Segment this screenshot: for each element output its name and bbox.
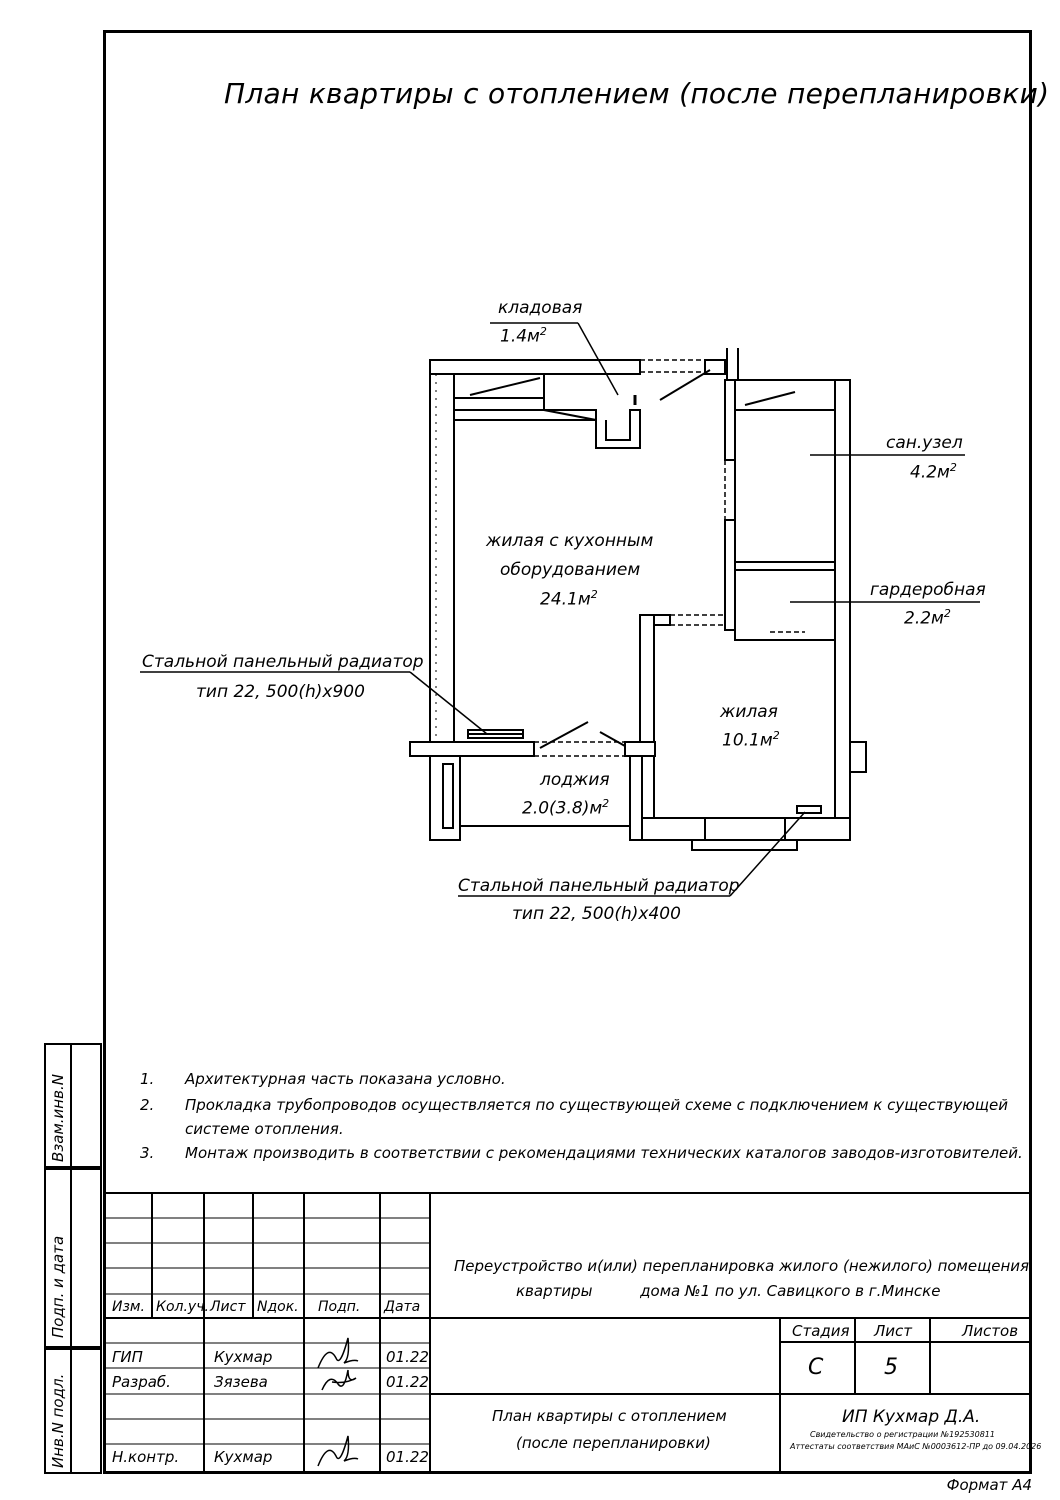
company-cert1: Свидетельство о регистрации №192530811 <box>810 1430 995 1439</box>
hdr-izm: Изм. <box>112 1299 145 1315</box>
bedroom-area: $10.1м^2$ <box>722 729 780 751</box>
living-kitchen-name2: оборудованием <box>500 560 641 580</box>
row-dev-role: Разраб. <box>112 1373 171 1391</box>
stage-header: Стадия <box>792 1322 850 1340</box>
note-3-text: Монтаж производить в соответствии с рекомендациями технических каталогов заводов-изготовителей. <box>185 1144 1023 1162</box>
bathroom-name: сан.узел <box>886 433 963 453</box>
bedroom-name: жилая <box>720 702 778 722</box>
side-label-exchange: Взам.инв.N <box>49 1074 67 1162</box>
row-ctrl-name: Кухмар <box>214 1448 273 1466</box>
note-2-text: Прокладка трубопроводов осуществляется по существующей схеме с подключением к существующей <box>185 1096 1009 1114</box>
row-dev-name: Зязева <box>214 1373 268 1391</box>
wardrobe-area: $2.2м^2$ <box>904 607 951 629</box>
signatures <box>318 1338 358 1466</box>
storage-area: $1.4м^2$ <box>500 325 547 347</box>
living-kitchen-name1: жилая с кухонным <box>486 531 654 551</box>
wardrobe-name: гардеробная <box>870 580 986 600</box>
drawing-name-line1: План квартиры с отоплением <box>492 1407 727 1425</box>
drawing-title: План квартиры с отоплением (после перепланировки) <box>224 77 1050 110</box>
hdr-data: Дата <box>384 1299 421 1315</box>
project-line2: квартиры дома №1 по ул. Савицкого в г.Минске <box>516 1282 941 1300</box>
note-1-text: Архитектурная часть показана условно. <box>185 1070 506 1088</box>
side-label-sign: Подп. и дата <box>49 1235 67 1338</box>
hdr-list: Лист <box>210 1299 246 1315</box>
drawing-name-line2: (после перепланировки) <box>516 1434 711 1452</box>
bathroom-area: $4.2м^2$ <box>910 461 957 483</box>
living-kitchen-area: $24.1м^2$ <box>540 588 598 610</box>
radiator2-line2: тип 22, 500(h)x400 <box>512 904 681 924</box>
sheets-header: Листов <box>962 1322 1019 1340</box>
hdr-podp: Подп. <box>318 1299 361 1315</box>
sheet-value: 5 <box>884 1355 898 1380</box>
side-label-inventory: Инв.N подл. <box>49 1373 67 1468</box>
loggia-area: $2.0(3.8)м^2$ <box>522 797 610 819</box>
radiator1-line2: тип 22, 500(h)x900 <box>196 682 365 702</box>
row-dev-date: 01.22 <box>386 1373 429 1391</box>
radiator1-line1: Стальной панельный радиатор <box>142 652 424 672</box>
format-label: Формат А4 <box>946 1476 1032 1494</box>
loggia-name: лоджия <box>540 770 610 790</box>
hdr-kolvo: Кол.уч. <box>156 1299 209 1315</box>
row-gip-date: 01.22 <box>386 1348 429 1366</box>
storage-name: кладовая <box>498 298 583 318</box>
note-3-num: 3. <box>140 1144 155 1162</box>
row-ctrl-role: Н.контр. <box>112 1448 180 1466</box>
row-ctrl-date: 01.22 <box>386 1448 429 1466</box>
project-line1: Переустройство и(или) перепланировка жилого (нежилого) помещения <box>454 1257 1030 1275</box>
company-name: ИП Кухмар Д.А. <box>842 1407 981 1427</box>
note-2-num: 2. <box>140 1096 155 1114</box>
hdr-ndok: Nдок. <box>257 1299 299 1315</box>
sheet-header: Лист <box>874 1322 913 1340</box>
company-cert2: Аттестаты соответствия МАиС №0003612-ПР до 09.04.2026 <box>790 1442 1042 1451</box>
stage-value: С <box>808 1355 824 1380</box>
row-gip-role: ГИП <box>112 1348 143 1366</box>
radiator2-line1: Стальной панельный радиатор <box>458 876 740 896</box>
note-1-num: 1. <box>140 1070 155 1088</box>
row-gip-name: Кухмар <box>214 1348 273 1366</box>
note-2-cont: системе отопления. <box>185 1120 344 1138</box>
